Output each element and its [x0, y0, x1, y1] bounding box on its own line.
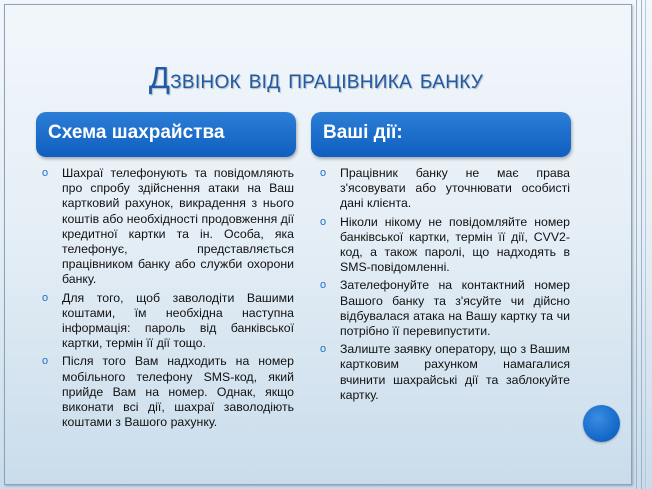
actions-list — [316, 166, 570, 403]
actions-heading-box — [311, 112, 571, 157]
scheme-heading: Схема шахрайства — [48, 122, 225, 143]
title-rest: звінок від працівника банку — [170, 64, 484, 94]
title-initial: Д — [148, 60, 171, 95]
list-item — [316, 166, 570, 212]
bullet-icon: o — [42, 355, 49, 368]
list-item-text: Для того, щоб заволодіти Вашими коштами, їм необхідна наступна інформація: пароль від банківської картки, термін її дії тощо. — [62, 290, 294, 351]
list-item — [316, 215, 570, 276]
list-item-text: Залиште заявку оператору, що з Вашим картковим рахунком намагалися вчинити шахрайські дії та заблокуйте картку. — [340, 342, 570, 402]
actions-list-panel — [316, 166, 570, 406]
list-item — [316, 342, 570, 403]
scheme-list — [38, 166, 294, 430]
list-item — [38, 291, 294, 352]
list-item-text: Після того Вам надходить на номер мобільного телефону SMS-код, який прийде Вам на номер. Однак, якщо виконати всі дії, шахраї заволодіють коштами з Вашого рахунку. — [62, 354, 294, 430]
scheme-heading-box — [36, 112, 296, 157]
bullet-icon: o — [320, 167, 327, 179]
bullet-icon: o — [320, 343, 327, 356]
list-item-text: Працівник банку не має права з'ясовувати або уточнювати особисті дані клієнта. — [340, 166, 570, 211]
bullet-icon: o — [42, 291, 49, 304]
bullet-icon: o — [320, 215, 327, 228]
list-item — [316, 278, 570, 339]
decorative-circle-icon — [583, 405, 620, 442]
list-item — [38, 166, 294, 288]
scheme-list-panel — [38, 166, 294, 433]
bullet-icon: o — [42, 167, 49, 179]
slide-title — [0, 60, 632, 96]
list-item-text: Ніколи нікому не повідомляйте номер банківської картки, термін її дії, CVV2-код, а також паролі, що надходять в SMS-повідомленні. — [340, 214, 570, 275]
list-item — [38, 354, 294, 430]
decorative-side-lines — [632, 0, 652, 489]
list-item-text: Шахраї телефонують та повідомляють про спробу здійснення атаки на Ваш картковий рахунок, викрадення з нього коштів або необхідності продовження дії кредитної картки та ін. Особа, яка телефонує, представляється працівником банку або служби охорони банку. — [62, 166, 294, 287]
bullet-icon: o — [320, 279, 327, 292]
actions-heading: Ваші дії: — [323, 122, 403, 143]
list-item-text: Зателефонуйте на контактний номер Вашого банку та з'ясуйте чи дійсно відбувалася атака на Вашу картку та чи потрібно її перевипустити. — [340, 278, 570, 339]
